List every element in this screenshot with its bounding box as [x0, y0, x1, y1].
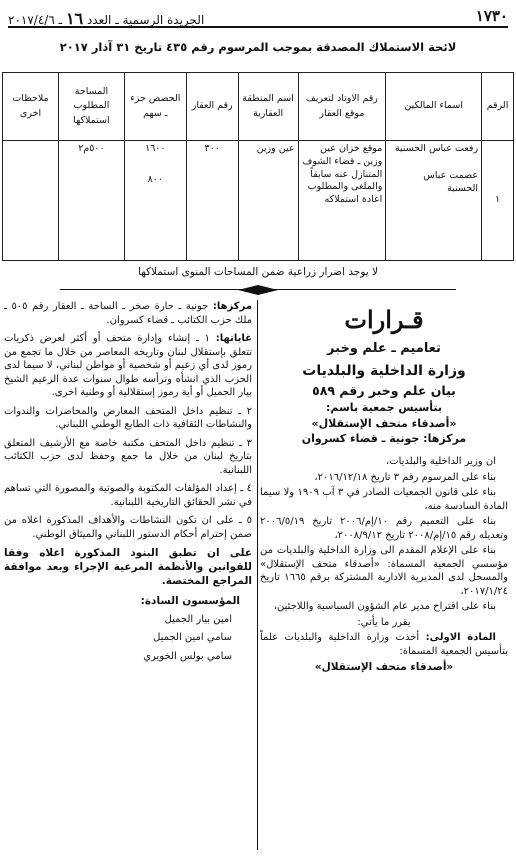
decision-number: بيان علم وخبر رقم ٥٨٩: [312, 382, 456, 398]
article-text: أخذت وزارة الداخلية والبلديات علماً بتأسيس الجمعية المسماة:: [260, 632, 508, 657]
preamble-3: بناء على التعميم رقم ١٠/إم/٢٠٠٦ تاريخ ٢٠٠٦/٥/١٩ وتعديله رقم ١٥/إم/٢٠٠٨ تاريخ ٢٠٠٨/٩/١٢،: [260, 516, 508, 541]
article-one: [260, 631, 508, 658]
decides-line: يقرر ما يأتي:: [357, 616, 411, 628]
founders-label: المؤسسون السادة:: [140, 594, 240, 607]
goals-label: غاياتها:: [215, 333, 252, 344]
condition-paragraph: على ان تطبق البنود المذكورة اعلاه وفقا للقوانين والأنظمة المرعية الإجراء وبعد موافقة المراجع المختصة.: [4, 547, 252, 588]
hq-text: جونية ـ حارة صخر ـ الساحة ـ العقار رقم ٥٠٥ ـ ملك حزب الكتائب ـ قضاء كسروان.: [4, 301, 252, 326]
goal-5: ٥ ـ على ان تكون النشاطات والأهداف المذكورة اعلاه من ضمن إحترام أحكام الدستور اللبناني والميثاق الوطني.: [4, 515, 252, 540]
cell-owners: [386, 141, 482, 261]
preamble-4: بناء على الإعلام المقدم الى وزارة الداخلية والبلديات من مؤسسي الجمعية المسماة: «أصدقاء متحف الإستقلال» والمسجل لدى المديرية الادارية المشتركة برقم ١٦٦٥ تاريخ ٢٠١٧/١/٢٤،: [260, 545, 508, 597]
share-2: ٨٠٠: [147, 173, 163, 185]
goal-3: ٣ ـ تنظيم داخل المتحف مكتبة خاصة مع الأرشيف المتعلق بتاريخ لبنان من خلال ما جمع وحفظ لدى حزب الكتائب اللبنانية.: [4, 437, 252, 476]
col-owners: اسماء المالكين: [386, 73, 482, 141]
association-name: «أصدقاء متحف الإستقلال»: [311, 416, 457, 430]
preamble-0: ان وزير الداخلية والبلديات،: [385, 456, 496, 468]
left-column: [4, 300, 252, 668]
col-area: المساحة المطلوب استملاكها: [59, 73, 125, 141]
col-zone: اسم المنطقة العقارية: [238, 73, 298, 141]
hq-label: مركزها:: [212, 301, 252, 312]
association-name-2: «أصدقاء متحف الإستقلال»: [314, 661, 454, 674]
founder-1: امين بيار الجميل: [164, 613, 232, 625]
table-row: [3, 141, 514, 261]
goal-1: ١ ـ إنشاء وإدارة متحف أو أكثر لعرض ذكريات تتعلق بإستقلال لبنان وتاريخه المعاصر من خلال ما تجمع من رموز لدى أي زعيم أو شخصية أو مواطن لبناني، لا سيما لدى الحزب الذي انشأه وترأسه طوال سنوات عدة الزعيم الشيخ بيار الجميل أو أية رموز إستقلالية أو وطنية اخرى.: [4, 333, 252, 398]
goal-4: ٤ ـ إعداد المؤلفات المكتوبة والصوتية والمصورة التي تساهم في نشر الحقائق التاريخية اللبنانية.: [4, 483, 252, 508]
cell-plot: ٣٠٠: [186, 141, 238, 261]
cell-area: ٥٠٠م٢: [59, 141, 125, 261]
cell-num: ١: [482, 141, 514, 261]
section-title: قـرارات: [344, 305, 424, 334]
col-ref: رقم الاوتاد لتعريف موقع العقار: [298, 73, 386, 141]
hq-paragraph: [4, 300, 252, 327]
section-subtitle: تعاميم ـ علم وخبر: [327, 341, 441, 357]
cell-ref: موقع خزان عين وزين ـ قضاء الشوف المتنازل عنه سابقاً والملغى والمطلوب اعادة استملاكه: [298, 141, 386, 261]
page-number: ١٧٣٠: [475, 7, 508, 25]
divider-ornament: [238, 285, 278, 295]
gazette-info: [8, 8, 204, 30]
col-notes: ملاحظات اخرى: [3, 73, 59, 141]
cell-zone: عين وزين: [238, 141, 298, 261]
col-plot: رقم العقار: [186, 73, 238, 141]
cell-notes: [3, 141, 59, 261]
issue-date: ـ ٢٠١٧/٤/٦: [8, 13, 63, 27]
cell-shares: [124, 141, 186, 261]
section-divider: [60, 287, 456, 293]
preamble-5: بناء على اقتراح مدير عام الشؤون السياسية واللاجئين،: [273, 601, 496, 613]
col-num: الرقم: [482, 73, 514, 141]
column-rule: [257, 300, 258, 850]
col-shares: الحصص جزء ـ سهم: [124, 73, 186, 141]
goal-2: ٢ ـ تنظيم داخل المتحف المعارض والمحاضرات والندوات والنشاطات الثقافية ذات الطابع الوطني اللبناني.: [4, 405, 252, 430]
founding-label: بتأسيس جمعية باسم:: [325, 400, 443, 414]
table-note: لا يوجد اضرار زراعية ضمن المساحات المنوى استملاكها: [138, 266, 378, 278]
table-header-row: [3, 73, 514, 141]
article-label: المادة الاولى:: [425, 632, 496, 644]
headquarters: مركزها: جونية ـ قضاء كسروان: [301, 432, 467, 446]
owner-2: عصمت عباس الحسنية: [423, 169, 479, 194]
table-title: لائحة الاستملاك المصدقة بموجب المرسوم رقم ٤٣٥ تاريخ ٣١ آذار ٢٠١٧: [59, 40, 457, 54]
owner-1: رفعت عباس الحسنية: [394, 143, 479, 154]
preamble-1: بناء على المرسوم رقم ٣ تاريخ ٢٠١٦/١٢/١٨،: [314, 471, 496, 483]
right-column: [260, 300, 508, 674]
gazette-name: الجريدة الرسمية ـ العدد: [86, 13, 205, 27]
goals-paragraph: [4, 332, 252, 400]
expropriation-table: [2, 72, 514, 261]
ministry-name: وزارة الداخلية والبلديات: [302, 362, 466, 379]
preamble-2: بناء على قانون الجمعيات الصادر في ٣ آب ١٩٠٩ ولا سيما المادة السادسة منه،: [260, 487, 508, 512]
issue-number: ١٦: [65, 9, 84, 28]
share-1: ١٦٠٠: [145, 143, 166, 154]
founder-2: سامي امين الجميل: [153, 632, 232, 644]
page-header: [8, 6, 508, 28]
founder-3: سامي بولس الخويري: [143, 650, 232, 662]
